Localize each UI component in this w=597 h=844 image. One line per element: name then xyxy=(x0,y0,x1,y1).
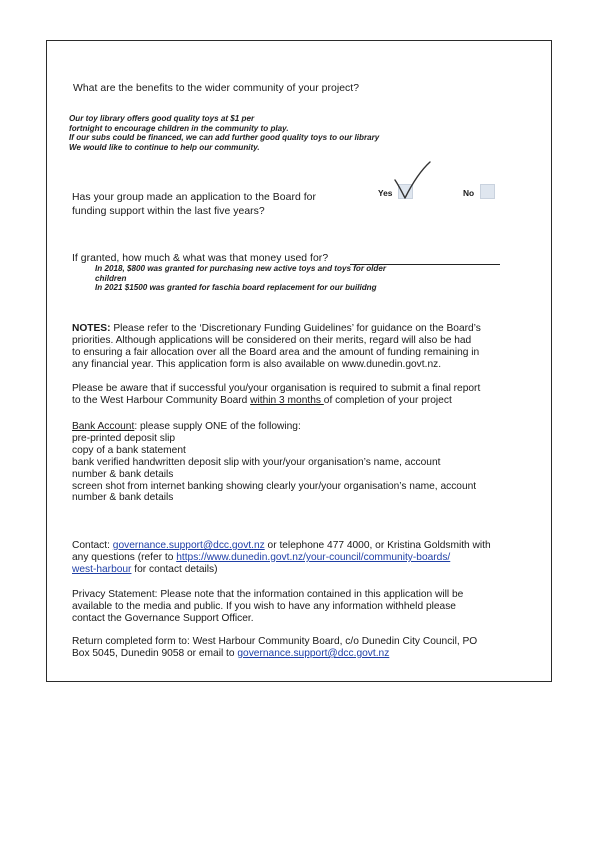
benefits-question: What are the benefits to the wider community of your project? xyxy=(73,83,360,94)
notes-label: NOTES: xyxy=(72,323,111,334)
report-deadline: within 3 months xyxy=(250,394,324,406)
privacy-line: contact the Governance Support Officer. xyxy=(72,612,254,624)
bank-item: bank verified handwritten deposit slip with your/your organisation’s name, account xyxy=(72,456,441,468)
yes-label: Yes xyxy=(378,188,393,198)
benefits-answer-line: If our subs could be financed, we can add further good quality toys to our library xyxy=(69,133,380,143)
bank-intro: : please supply ONE of the following: xyxy=(134,421,301,432)
privacy-line: available to the media and public. If you wish to have any information withheld please xyxy=(72,600,456,612)
benefits-answer xyxy=(69,114,379,152)
bank-item: pre-printed deposit slip xyxy=(72,432,176,444)
granted-answer xyxy=(95,264,386,293)
privacy-block xyxy=(72,589,463,625)
contact-block xyxy=(72,540,491,576)
granted-answer-line-text: children xyxy=(95,273,127,283)
return-line: Return completed form to: West Harbour Community Board, c/o Dunedin City Council, PO xyxy=(72,636,478,647)
granted-question: If granted, how much & what was that money used for? xyxy=(72,253,329,264)
contact-url-link-cont[interactable]: west-harbour xyxy=(72,563,132,575)
report-line-part: of completion of your project xyxy=(323,394,452,406)
notes-line: priorities. Although applications will be considered on their merits, regard will also be had xyxy=(72,334,472,346)
granted-answer-line-text: In 2018, $800 was granted for purchasing new active toys and toys for older xyxy=(95,264,387,273)
report-line: Please be aware that if successful you/your organisation is required to submit a final report xyxy=(72,383,481,394)
bank-block xyxy=(72,421,476,504)
prior-application-question xyxy=(72,191,316,218)
notes-block xyxy=(72,323,481,371)
contact-middle: or telephone 477 4000, or Kristina Goldsmith with xyxy=(264,540,491,551)
contact-line2-prefix: any questions (refer to xyxy=(72,551,177,563)
contact-prefix: Contact: xyxy=(72,540,113,551)
granted-answer-line-text: In 2021 $1500 was granted for faschia board replacement for our builidng xyxy=(95,283,377,293)
bank-item: screen shot from internet banking showing clearly your/your organisation’s name, account xyxy=(72,480,477,492)
contact-url-link[interactable]: https://www.dunedin.govt.nz/your-council/community-boards/ xyxy=(176,551,451,563)
return-email-link[interactable]: governance.support@dcc.govt.nz xyxy=(237,647,390,659)
notes-line: any financial year. This application form is also available on www.dunedin.govt.nz. xyxy=(72,358,442,370)
check-mark-icon xyxy=(393,160,433,202)
prior-application-question-line: funding support within the last five years? xyxy=(72,205,265,217)
no-label: No xyxy=(463,188,475,198)
benefits-answer-line: We would like to continue to help our community. xyxy=(69,142,260,152)
contact-line3-suffix: for contact details) xyxy=(131,563,218,575)
bank-item: copy of a bank statement xyxy=(72,444,186,456)
bank-label: Bank Account xyxy=(72,421,135,432)
benefits-answer-line: fortnight to encourage children in the community to play. xyxy=(69,123,289,133)
return-line2-prefix: Box 5045, Dunedin 9058 or email to xyxy=(72,647,238,659)
no-checkbox[interactable] xyxy=(480,184,495,199)
benefits-answer-line: Our toy library offers good quality toys at $1 per xyxy=(69,114,255,123)
prior-application-question-line: Has your group made an application to the Board for xyxy=(72,192,316,203)
notes-line: Please refer to the ‘Discretionary Funding Guidelines’ for guidance on the Board’s xyxy=(110,323,481,334)
report-block xyxy=(72,383,480,407)
bank-item: number & bank details xyxy=(72,492,174,504)
privacy-line: Privacy Statement: Please note that the information contained in this application will be xyxy=(72,589,464,600)
report-line-part: to the West Harbour Community Board xyxy=(72,394,251,406)
bank-item: number & bank details xyxy=(72,468,174,480)
return-block xyxy=(72,636,477,660)
notes-line: to ensuring a fair allocation over all the Board area and the amount of funding remaining in xyxy=(72,346,480,358)
contact-email-link[interactable]: governance.support@dcc.govt.nz xyxy=(112,540,265,551)
